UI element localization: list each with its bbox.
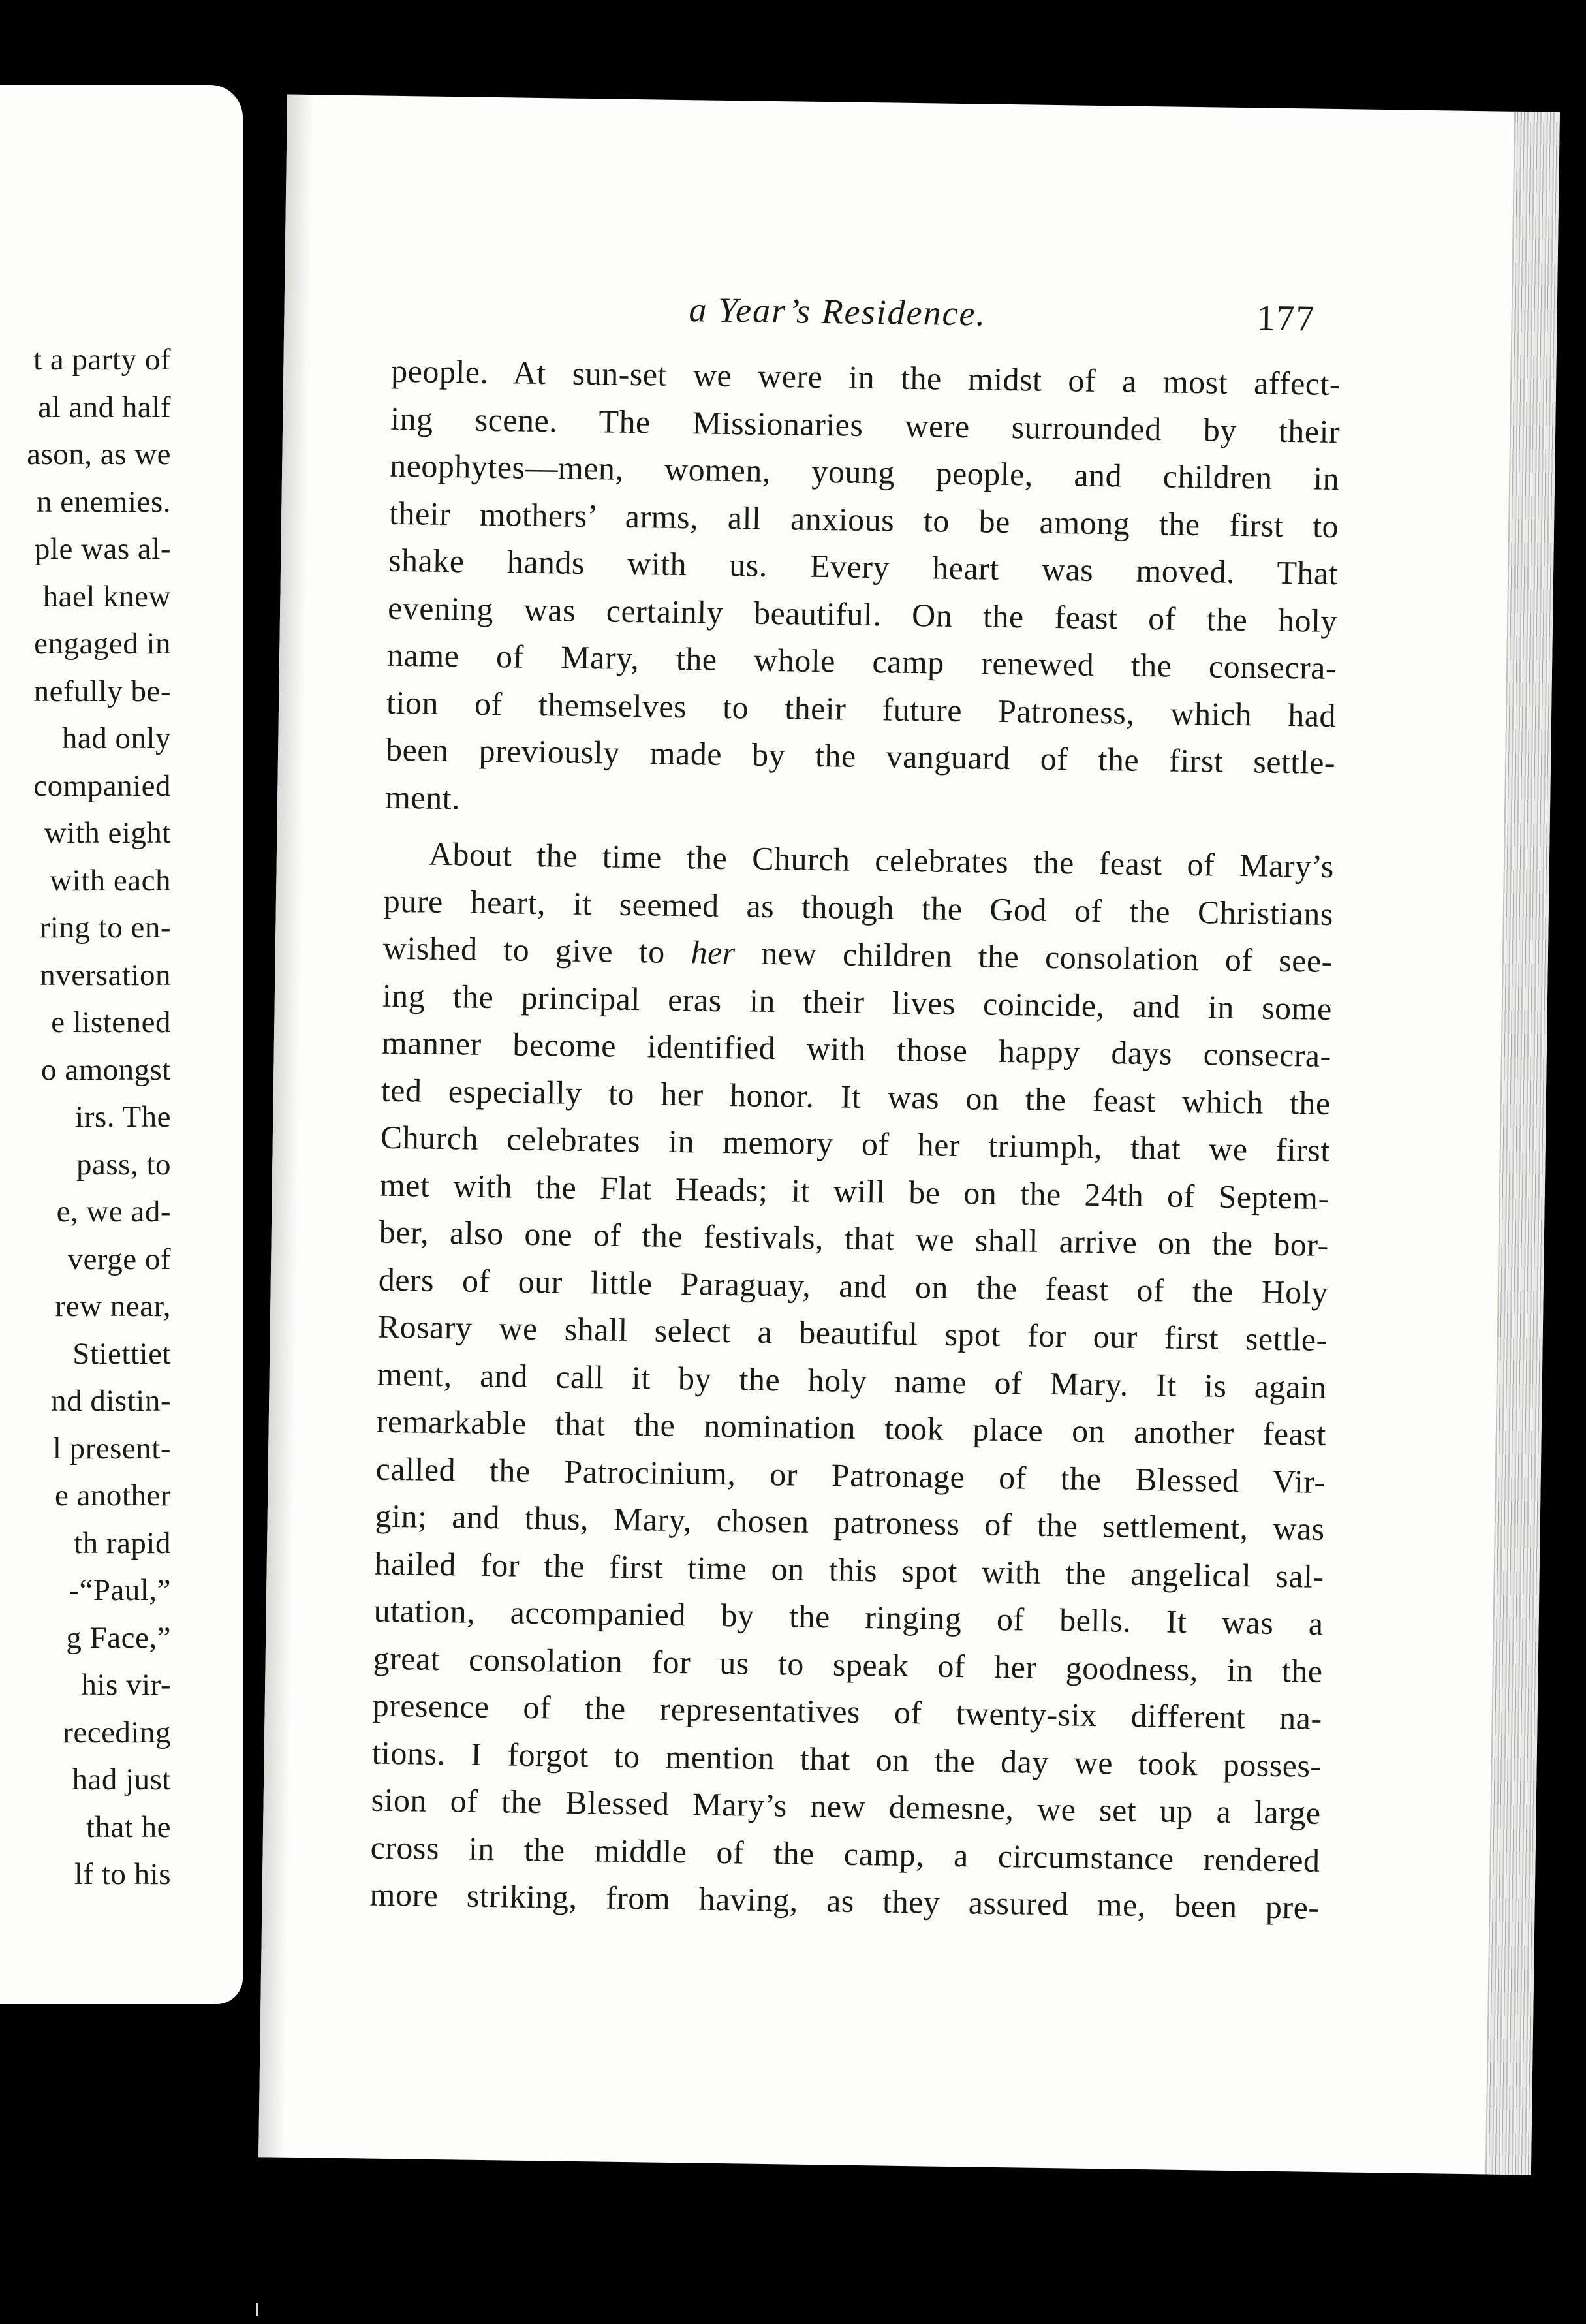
text-line: manner become identified with those happy days consecra- xyxy=(381,1024,1332,1075)
left-line: nefully be- xyxy=(33,674,171,708)
body-text xyxy=(369,347,1341,1932)
text-line: their mothers’ arms, all anxious to be among the first to xyxy=(388,494,1339,544)
text-line: more striking, from having, as they assured me, been pre- xyxy=(369,1876,1320,1926)
text-line: sion of the Blessed Mary’s new demesne, we set up a large xyxy=(371,1781,1321,1831)
left-line: l present- xyxy=(52,1431,171,1466)
italic-word: her xyxy=(691,934,736,971)
left-line: e listened xyxy=(51,1005,171,1039)
left-line: hael knew xyxy=(42,579,171,614)
page-number: 177 xyxy=(1256,298,1316,339)
text-line: hailed for the first time on this spot with the angelical sal- xyxy=(374,1545,1325,1595)
text-segment: wished to give to xyxy=(382,929,666,970)
text-line: name of Mary, the whole camp renewed the consecra- xyxy=(386,636,1337,687)
left-line: pass, to xyxy=(76,1147,171,1182)
left-line: rew near, xyxy=(55,1289,171,1323)
left-line: ring to en- xyxy=(39,911,171,945)
text-line: ted especially to her honor. It was on the feast which the xyxy=(381,1071,1331,1122)
text-segment: new children the consolation of see- xyxy=(761,934,1333,980)
left-line: with eight xyxy=(44,816,171,850)
left-line: nversation xyxy=(40,958,171,992)
text-line: pure heart, it seemed as though the God of the Christians xyxy=(383,882,1334,932)
left-line: irs. The xyxy=(75,1100,171,1134)
left-line: engaged in xyxy=(34,627,171,661)
text-line: neophytes—men, women, young people, and children in xyxy=(389,447,1340,497)
left-line: companied xyxy=(33,768,171,803)
text-line: tions. I forgot to mention that on the day we took posses- xyxy=(371,1734,1322,1784)
left-line: that he xyxy=(86,1810,171,1844)
text-line: ment, and call it by the holy name of Mary. It is again xyxy=(377,1355,1328,1405)
paragraph-start-line: About the time the Church celebrates the feast of Mary’s xyxy=(428,835,1335,885)
text-line: been previously made by the vanguard of the first settle- xyxy=(385,730,1336,781)
left-line: t a party of xyxy=(33,343,171,377)
text-line: evening was certainly beautiful. On the feast of the holy xyxy=(387,589,1338,639)
running-head: a Year’s Residence. xyxy=(689,290,987,334)
text-line: utation, accompanied by the ringing of bells. It was a xyxy=(373,1592,1324,1642)
text-line: ing scene. The Missionaries were surrounded by their xyxy=(390,400,1341,450)
text-line: shake hands with us. Every heart was moved. That xyxy=(388,541,1339,592)
text-line: people. At sun-set we were in the midst of a most affect- xyxy=(390,352,1341,403)
left-line: -“Paul,” xyxy=(69,1573,171,1607)
text-line: ber, also one of the festivals, that we shall arrive on the bor- xyxy=(379,1213,1329,1263)
left-line: n enemies. xyxy=(37,484,171,519)
left-page xyxy=(0,85,243,2004)
gutter-shadow xyxy=(258,95,313,2158)
text-line: tion of themselves to their future Patroness, which had xyxy=(386,683,1337,734)
text-line: ment. xyxy=(384,778,461,816)
page-edges xyxy=(1485,112,1560,2175)
left-line: receding xyxy=(63,1715,171,1750)
right-page xyxy=(258,95,1560,2175)
text-line: gin; and thus, Mary, chosen patroness of the settlement, was xyxy=(375,1497,1326,1547)
text-line: called the Patrocinium, or Patronage of the Blessed Vir- xyxy=(375,1450,1326,1500)
left-line: ple was al- xyxy=(34,532,171,566)
text-line: ing the principal eras in their lives coincide, and in some xyxy=(382,977,1333,1027)
left-line: verge of xyxy=(67,1242,171,1276)
text-line: Church celebrates in memory of her triumph, that we first xyxy=(380,1118,1331,1169)
text-line: ders of our little Paraguay, and on the feast of the Holy xyxy=(378,1261,1329,1311)
text-line: cross in the middle of the camp, a circumstance rendered xyxy=(370,1829,1320,1879)
text-line: presence of the representatives of twenty-six different na- xyxy=(372,1686,1322,1736)
left-line: o amongst xyxy=(40,1052,171,1087)
left-line: nd distin- xyxy=(51,1384,171,1418)
text-line: met with the Flat Heads; it will be on the 24th of Septem- xyxy=(379,1166,1330,1216)
left-line: lf to his xyxy=(74,1857,171,1891)
left-line: th rapid xyxy=(74,1526,171,1560)
left-line: g Face,” xyxy=(66,1620,171,1655)
text-line: remarkable that the nomination took place on another feast xyxy=(376,1402,1327,1452)
left-line: al and half xyxy=(38,390,171,424)
left-line: had only xyxy=(61,721,171,755)
left-page-text xyxy=(0,336,243,1898)
left-line: had just xyxy=(72,1763,171,1797)
left-line: Stiettiet xyxy=(72,1336,171,1371)
left-line: e another xyxy=(54,1479,171,1513)
scan-artifact xyxy=(256,2303,258,2316)
text-line: great consolation for us to speak of her goodness, in the xyxy=(373,1639,1323,1689)
left-line: ason, as we xyxy=(27,437,171,471)
left-line: his vir- xyxy=(81,1668,171,1702)
left-line: with each xyxy=(50,863,171,898)
text-line: Rosary we shall select a beautiful spot for our first settle- xyxy=(377,1308,1328,1358)
left-line: e, we ad- xyxy=(56,1195,171,1229)
